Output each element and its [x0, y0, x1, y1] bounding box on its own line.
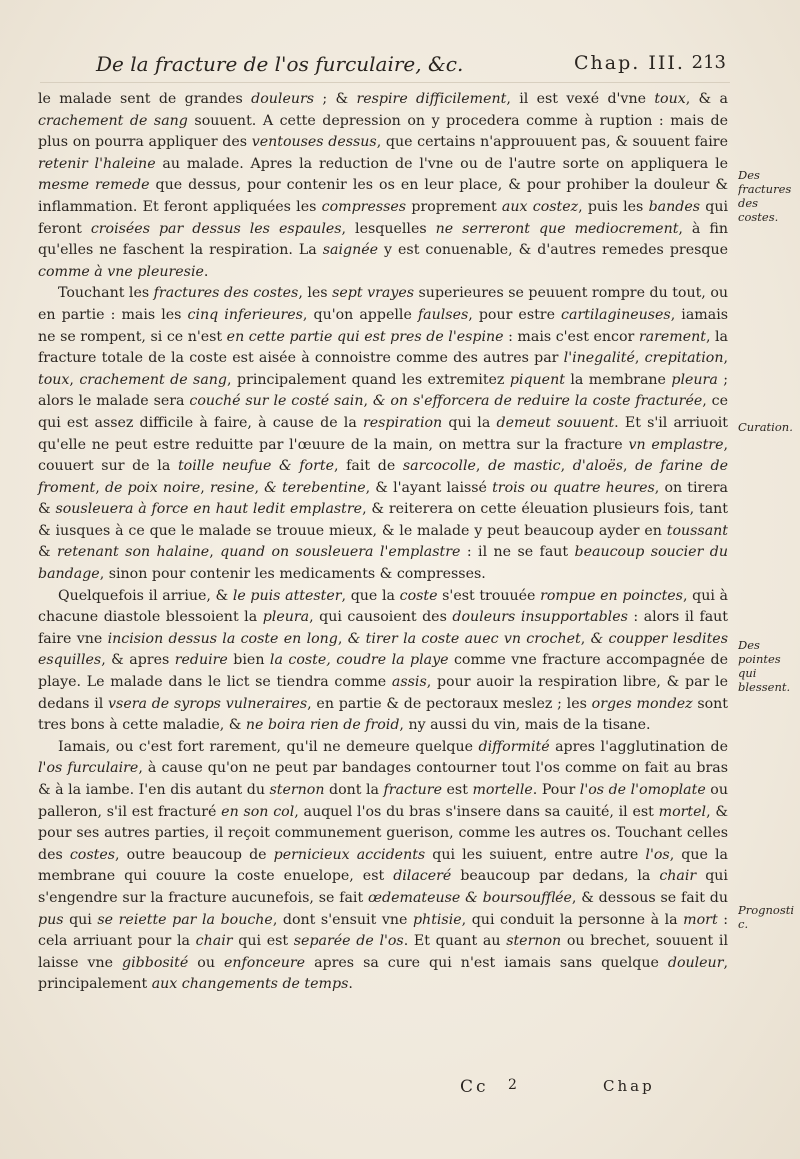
- text-run: , en partie & de pectoraux meslez ; les: [307, 695, 592, 712]
- italic-run: mesme remede: [38, 177, 150, 194]
- text-run: beaucoup par dedans, la: [451, 868, 660, 885]
- text-run: , principalement: [38, 954, 728, 993]
- catchword: Chap: [603, 1077, 655, 1095]
- text-run: sont tres bons à cette maladie, &: [38, 695, 729, 734]
- italic-run: pleura: [262, 609, 310, 626]
- text-run: , lesquelles: [341, 220, 436, 237]
- text-run: ,: [209, 544, 221, 561]
- italic-run: douleurs: [251, 91, 315, 107]
- italic-run: aux changements de temps: [151, 976, 349, 993]
- text-run: , fait de: [333, 458, 403, 475]
- italic-run: l'os de l'omoplate: [579, 782, 706, 798]
- signature-mark: Cc: [460, 1077, 489, 1097]
- paragraph: [38, 283, 728, 585]
- text-run: , on tirera &: [38, 479, 728, 518]
- text-run: ou: [188, 954, 224, 971]
- italic-run: reduire: [174, 652, 228, 669]
- text-run: ,: [95, 479, 105, 496]
- running-header: [96, 52, 726, 82]
- italic-run: costes: [69, 846, 115, 863]
- italic-run: croisées par dessus les espaules: [90, 220, 342, 237]
- text-run: superieures se peuuent rompre du tout, ou en partie : mais les: [38, 285, 728, 323]
- italic-run: & on s'efforcera de reduire la coste fracturée: [372, 393, 703, 410]
- text-run: ,: [723, 350, 728, 367]
- text-run: ,: [475, 458, 489, 475]
- italic-run: assis: [391, 674, 427, 691]
- text-run: , pour estre: [468, 306, 562, 323]
- italic-run: sept vrayes: [332, 285, 415, 302]
- text-run: , & l'ayant laissé: [365, 479, 493, 496]
- text-run: , & dessous se fait du: [571, 889, 728, 906]
- italic-run: toussant: [666, 522, 728, 539]
- text-run: , à cause qu'on ne peut par bandages contourner tout l'os comme on fait au bras & à la iambe. I'en dis autant du: [38, 760, 728, 798]
- italic-run: & tirer la coste auec vn crochet: [347, 630, 581, 647]
- italic-run: saignée: [322, 242, 379, 259]
- italic-run: piquent: [509, 371, 565, 388]
- italic-run: sarcocolle: [402, 458, 476, 475]
- text-run: , ce qui est assez difficile à faire, à cause de la: [38, 393, 728, 431]
- page-footer: [460, 1077, 760, 1099]
- italic-run: le puis attester: [232, 587, 342, 604]
- italic-run: aux costez: [501, 198, 579, 215]
- paragraph: [38, 89, 728, 283]
- text-run: .: [203, 263, 209, 280]
- text-run: , couuert sur de la: [38, 436, 728, 475]
- text-run: , sinon pour contenir les medicaments & compresses.: [99, 566, 486, 583]
- text-run: qui feront: [38, 198, 728, 237]
- text-run: . Pour: [532, 782, 580, 798]
- italic-run: demeut souuent: [496, 414, 615, 431]
- main-text: [38, 89, 728, 996]
- italic-run: pleura: [671, 371, 718, 388]
- italic-run: de mastic: [488, 458, 561, 475]
- italic-run: compresses: [321, 198, 407, 215]
- page-number: 213: [691, 52, 726, 73]
- italic-run: œdemateuse & boursoufflée: [367, 889, 572, 906]
- italic-run: toille neufue & forte: [177, 458, 334, 475]
- italic-run: mortelle: [472, 782, 533, 798]
- italic-run: enfonceure: [223, 954, 306, 971]
- text-run: &: [38, 544, 58, 561]
- text-run: qui la: [442, 414, 497, 431]
- text-run: ,: [200, 479, 210, 496]
- italic-run: sternon: [506, 933, 562, 950]
- text-run: dont la: [324, 782, 384, 798]
- italic-run: la coste, coudre la playe: [269, 652, 449, 669]
- italic-run: ventouses dessus: [251, 134, 377, 151]
- italic-run: faulses: [417, 306, 469, 323]
- paragraph: [38, 586, 728, 737]
- header-rule: [40, 82, 730, 83]
- text-run: , & a: [685, 91, 728, 107]
- italic-run: retenant son halaine: [57, 544, 210, 561]
- margin-note: Des fractures des costes.: [738, 168, 792, 224]
- text-run: , que la membrane qui couure la coste enuelope, est: [38, 846, 728, 885]
- italic-run: de poix noire: [104, 479, 201, 496]
- margin-note: Des pointes qui blessent.: [738, 638, 791, 694]
- italic-run: sousleuera à force en haut ledit emplastre: [55, 501, 363, 518]
- italic-run: separée de l'os: [293, 933, 404, 950]
- italic-run: crachement de sang: [79, 371, 228, 388]
- italic-run: chair: [659, 868, 697, 885]
- text-run: ,: [580, 630, 591, 647]
- italic-run: beaucoup soucier du bandage: [38, 544, 728, 583]
- text-run: .: [348, 976, 353, 993]
- margin-note: Prognostic.: [738, 903, 795, 931]
- italic-run: couché sur le costé sain: [189, 393, 364, 410]
- italic-run: en son col: [221, 803, 295, 820]
- italic-run: comme à vne pleuresie: [38, 263, 204, 280]
- italic-run: d'aloës: [572, 458, 623, 475]
- italic-run: l'os: [645, 846, 670, 863]
- text-run: ,: [622, 458, 636, 475]
- italic-run: l'os furculaire: [38, 760, 139, 777]
- text-run: qui est: [232, 933, 294, 950]
- text-run: , il est vexé d'vne: [506, 91, 655, 107]
- italic-run: douleurs insupportables: [452, 609, 628, 626]
- italic-run: vn emplastre: [628, 436, 724, 453]
- text-run: ,: [560, 458, 573, 475]
- text-run: la membrane: [564, 371, 672, 388]
- italic-run: chair: [195, 933, 233, 950]
- signature-number: 2: [508, 1077, 517, 1093]
- italic-run: rarement: [638, 328, 706, 345]
- italic-run: orges mondez: [591, 695, 693, 712]
- chapter-label: Chap. III.: [574, 52, 685, 74]
- italic-run: cartilagineuses: [561, 306, 671, 323]
- text-run: souuent. A cette depression on y procedera comme à ruption : mais de plus on pourra appliquer des: [38, 112, 729, 151]
- text-run: apres sa cure qui n'est iamais sans quelque: [305, 954, 668, 971]
- italic-run: phtisie: [412, 911, 462, 928]
- text-run: ou brechet, souuent il laisse vne: [38, 933, 728, 971]
- text-run: . Et quant au: [403, 933, 507, 950]
- italic-run: sternon: [269, 782, 325, 798]
- italic-run: mort: [683, 911, 718, 928]
- italic-run: crachement de sang: [38, 112, 188, 129]
- text-run: ,: [254, 479, 265, 496]
- text-run: , iamais ne se rompent, si ce n'est: [38, 306, 729, 345]
- text-run: , & reiterera on cette éleuation plusieurs fois, tant & iusques à ce que le malade se trouue mieux, & le malade y peut beaucoup ayder en: [38, 501, 728, 539]
- italic-run: fracture: [383, 782, 442, 798]
- text-run: Iamais, ou c'est fort rarement, qu'il ne demeure quelque: [58, 738, 479, 755]
- text-run: , principalement quand les extremitez: [227, 371, 510, 388]
- italic-run: rompue en poinctes: [540, 587, 683, 604]
- italic-run: gibbosité: [122, 954, 189, 971]
- text-run: , ny aussi du vin, mais de la tisane.: [399, 717, 651, 734]
- italic-run: coste: [399, 587, 438, 604]
- text-run: , outre beaucoup de: [115, 846, 274, 863]
- text-run: , pour auoir la respiration libre, & par le dedans il: [38, 674, 728, 712]
- italic-run: crepitation: [644, 350, 724, 367]
- italic-run: resine: [209, 479, 255, 496]
- margin-note: Curation.: [738, 420, 793, 434]
- italic-run: retenir l'haleine: [38, 155, 156, 172]
- italic-run: pernicieux accidents: [273, 846, 426, 863]
- text-run: : mais c'est encor: [503, 328, 639, 345]
- text-run: le malade sent de grandes: [38, 91, 252, 107]
- italic-run: mortel: [658, 803, 707, 820]
- text-run: qui les suiuent, entre autre: [425, 846, 646, 863]
- italic-run: ne boira rien de froid: [245, 717, 400, 734]
- text-run: s'est trouuée: [437, 587, 541, 604]
- text-run: qui: [63, 911, 98, 928]
- italic-run: vsera de syrops vulneraires: [108, 695, 308, 712]
- text-run: . Et s'il arriuoit qu'elle ne peut estre reduitte par l'œuure de la main, on mettra sur la fracture: [38, 414, 728, 453]
- text-run: , & pour ses autres parties, il reçoit communement guerison, comme les autres os. Touchant celles des: [38, 803, 728, 863]
- italic-run: en cette partie qui est pres de l'espine: [226, 328, 504, 345]
- italic-run: l'inegalité: [563, 350, 635, 367]
- italic-run: toux: [38, 371, 70, 388]
- text-run: , les: [298, 285, 333, 302]
- text-run: , la fracture totale de la coste est aisée à connoistre comme des autres par: [38, 328, 729, 367]
- text-run: au malade. Apres la reduction de l'vne ou de l'autre sorte on appliquera le: [155, 155, 728, 172]
- italic-run: ne serreront que mediocrement: [435, 220, 679, 237]
- text-run: , que la: [341, 587, 400, 604]
- italic-run: de farine de froment: [38, 458, 729, 496]
- text-run: ; &: [314, 91, 357, 107]
- text-run: , à fin qu'elles ne faschent la respiration. La: [38, 220, 728, 259]
- text-run: y est conuenable, & d'autres remedes presque: [378, 242, 728, 259]
- text-run: : cela arriuant pour la: [38, 911, 729, 950]
- text-run: ,: [634, 350, 645, 367]
- italic-run: trois ou quatre heures: [492, 479, 655, 496]
- text-run: , que certains n'approuuent pas, & souuent faire: [376, 134, 728, 151]
- text-run: est: [442, 782, 473, 798]
- running-title: De la fracture de l'os furculaire, &c.: [96, 52, 464, 76]
- text-run: ,: [337, 630, 348, 647]
- italic-run: pus: [38, 911, 64, 928]
- text-run: ou palleron, s'il est fracturé: [38, 782, 728, 820]
- text-run: Touchant les: [58, 285, 154, 302]
- text-run: , auquel l'os du bras s'insere dans sa cauité, il est: [294, 803, 659, 820]
- text-run: , qui conduit la personne à la: [461, 911, 684, 928]
- text-run: , qu'on appelle: [302, 306, 418, 323]
- italic-run: fractures des costes: [153, 285, 299, 302]
- text-run: qui s'engendre sur la fracture aucunefois, se fait: [38, 868, 728, 906]
- italic-run: se reiette par la bouche: [97, 911, 273, 928]
- text-run: , & apres: [101, 652, 175, 669]
- text-run: , qui causoient des: [309, 609, 453, 626]
- text-run: Quelquefois il arriue, &: [58, 587, 233, 604]
- italic-run: toux: [654, 91, 686, 107]
- italic-run: bandes: [648, 198, 700, 215]
- text-run: que dessus, pour contenir les os en leur place, & pour prohiber la douleur & inflammation. Et feront appliquées les: [38, 177, 728, 215]
- text-run: , qui à chacune diastole blessoient la: [38, 587, 728, 626]
- paragraph: [38, 737, 728, 996]
- text-run: ,: [363, 393, 373, 410]
- italic-run: douleur: [667, 954, 724, 971]
- text-run: proprement: [406, 198, 502, 215]
- text-run: : alors il faut faire vne: [38, 609, 728, 647]
- italic-run: quand on sousleuera l'emplastre: [220, 544, 461, 561]
- text-run: bien: [227, 652, 270, 669]
- text-run: ,: [69, 371, 80, 388]
- text-run: , puis les: [578, 198, 649, 215]
- text-run: ; alors le malade sera: [38, 371, 729, 410]
- italic-run: dilaceré: [393, 868, 452, 885]
- text-run: comme vne fracture accompagnée de playe. Le malade dans le lict se tiendra comme: [38, 652, 728, 691]
- italic-run: & terebentine: [264, 479, 366, 496]
- italic-run: difformité: [478, 738, 550, 755]
- italic-run: incision dessus la coste en long: [107, 630, 338, 647]
- italic-run: respiration: [362, 414, 443, 431]
- italic-run: respire difficilement: [356, 91, 507, 107]
- italic-run: cinq inferieures: [187, 306, 303, 323]
- text-run: : il ne se faut: [460, 544, 575, 561]
- text-run: , dont s'ensuit vne: [272, 911, 413, 928]
- italic-run: & coupper lesdites esquilles: [38, 630, 728, 669]
- text-run: apres l'agglutination de: [549, 738, 728, 755]
